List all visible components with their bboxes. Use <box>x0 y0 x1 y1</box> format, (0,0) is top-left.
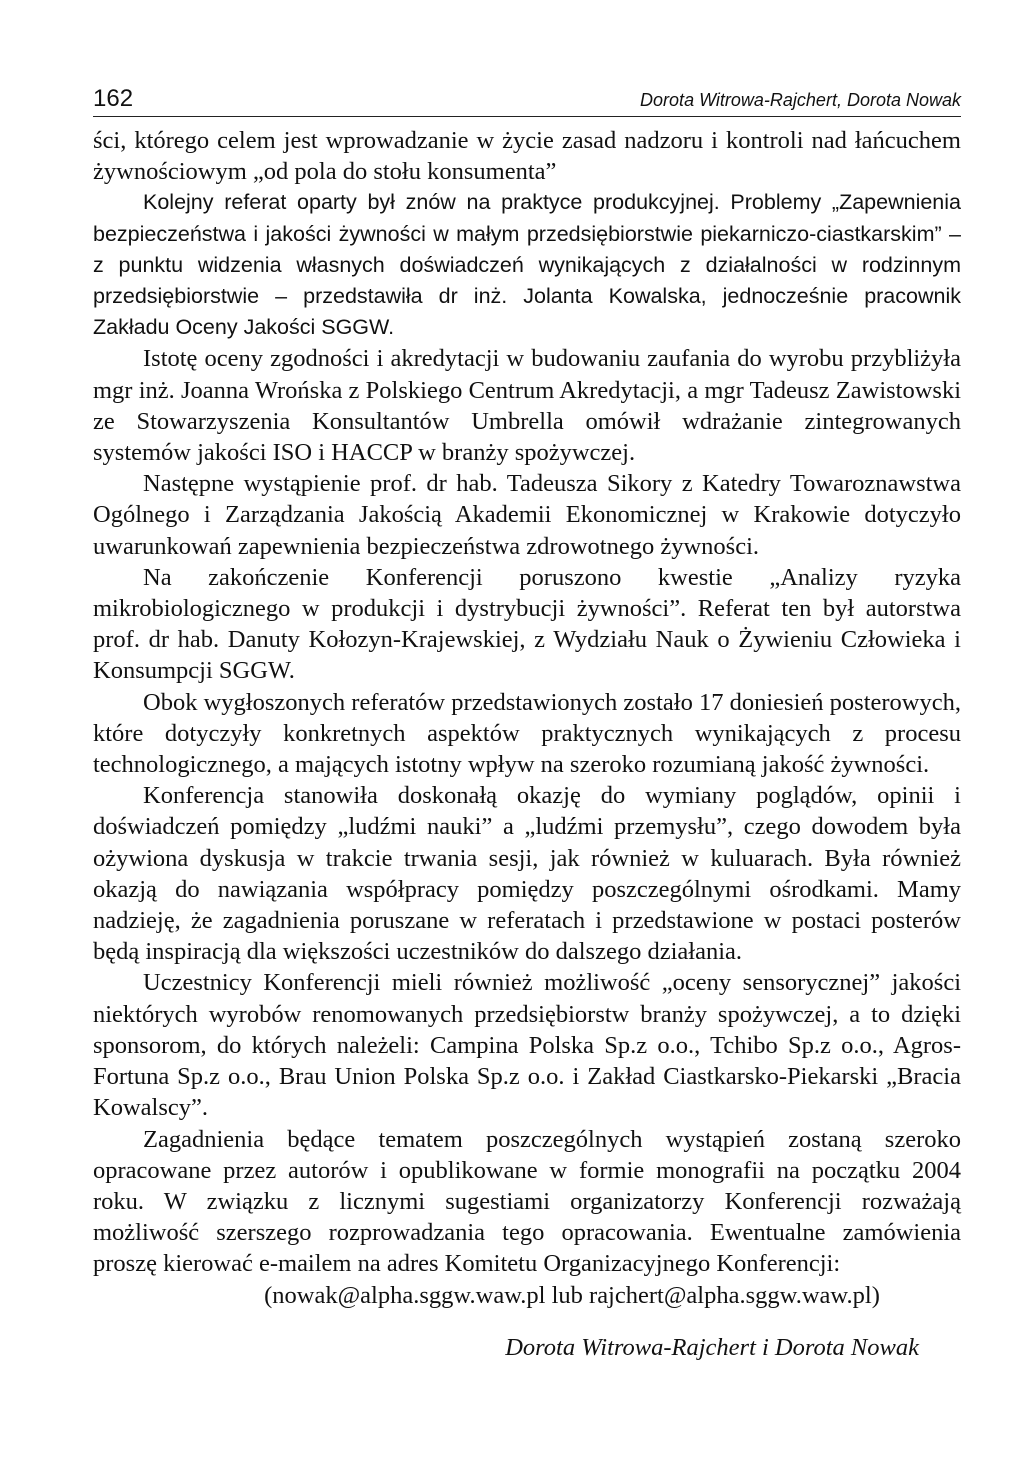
paragraph: Istotę oceny zgodności i akredytacji w budowaniu zaufania do wyrobu przybliżyła mgr inż. Joanna Wrońska z Polskiego Centrum Akredytacji, a mgr Tadeusz Zawistowski ze Stowarzyszenia Konsultantów Umbrella omówił wdrażanie zintegrowanych systemów jakości ISO i HACCP w branży spożywczej. <box>93 345 961 467</box>
page <box>93 80 961 1363</box>
page-header <box>93 80 961 117</box>
paragraph: Konferencja stanowiła doskonałą okazję do wymiany poglądów, opinii i doświadczeń pomiędzy „ludźmi nauki” a „ludźmi przemysłu”, czego dowodem była ożywiona dyskusja w trakcie trwania sesji, jak również w kuluarach. Była również okazją do nawiązania współpracy pomiędzy poszczególnymi ośrodkami. Mamy nadzieję, że zagadnienia poruszane w referatach i przedstawione w postaci posterów będą inspiracją dla większości uczestników do dalszego działania. <box>93 782 961 966</box>
paragraph: Obok wygłoszonych referatów przedstawionych zostało 17 doniesień posterowych, które dotyczyły konkretnych aspektów praktycznych wynikających z procesu technologicznego, a mających istotny wpływ na szeroko rozumianą jakość żywności. <box>93 688 961 779</box>
article-body <box>93 125 961 1311</box>
contact-emails: (nowak@alpha.sggw.waw.pl lub rajchert@alpha.sggw.waw.pl) <box>264 1281 880 1309</box>
paragraph: Na zakończenie Konferencji poruszono kwestie „Analizy ryzyka mikrobiologicznego w produkcji i dystrybucji żywności”. Referat ten był autorstwa prof. dr hab. Danuty Kołozyn-Krajewskiej, z Wydziału Nauk o Żywieniu Człowieka i Konsumpcji SGGW. <box>93 563 961 685</box>
paragraph: Następne wystąpienie prof. dr hab. Tadeusza Sikory z Katedry Towaroznawstwa Ogólnego i Zarządzania Jakością Akademii Ekonomicznej w Krakowie dotyczyło uwarunkowań zapewnienia bezpieczeństwa zdrowotnego żywności. <box>93 470 961 560</box>
signature: Dorota Witrowa-Rajchert i Dorota Nowak <box>505 1333 919 1361</box>
paragraph: ści, którego celem jest wprowadzanie w życie zasad nadzoru i kontroli nad łańcuchem żywnościowym „od pola do stołu konsumenta” <box>93 127 961 186</box>
running-head: Dorota Witrowa-Rajchert, Dorota Nowak <box>640 90 961 110</box>
paragraph: Uczestnicy Konferencji mieli również możliwość „oceny sensorycznej” jakości niektórych wyrobów renomowanych przedsiębiorstw branży spożywczej, a to dzięki sponsorom, do których należeli: Campina Polska Sp.z o.o., Tchibo Sp.z o.o., Agros-Fortuna Sp.z o.o., Brau Union Polska Sp.z o.o. i Zakład Ciastkarsko-Piekarski „Bracia Kowalscy”. <box>93 969 961 1122</box>
paragraph: Zagadnienia będące tematem poszczególnych wystąpień zostaną szeroko opracowane przez autorów i opublikowane w formie monografii na początku 2004 roku. W związku z licznymi sugestiami organizatorzy Konferencji rozważają możliwość szerszego rozprowadzania tego opracowania. Ewentualne zamówienia proszę kierować e-mailem na adres Komitetu Organizacyjnego Konferencji: <box>93 1125 961 1278</box>
page-number: 162 <box>93 85 134 112</box>
paragraph: Kolejny referat oparty był znów na praktyce produkcyjnej. Problemy „Zapewnienia bezpieczeństwa i jakości żywności w małym przedsiębiorstwie piekarniczo-ciastkarskim” – z punktu widzenia własnych doświadczeń wynikających z działalności w rodzinnym przedsiębiorstwie – przedstawiła dr inż. Jolanta Kowalska, jednocześnie pracownik Zakładu Oceny Jakości SGGW. <box>93 190 961 340</box>
